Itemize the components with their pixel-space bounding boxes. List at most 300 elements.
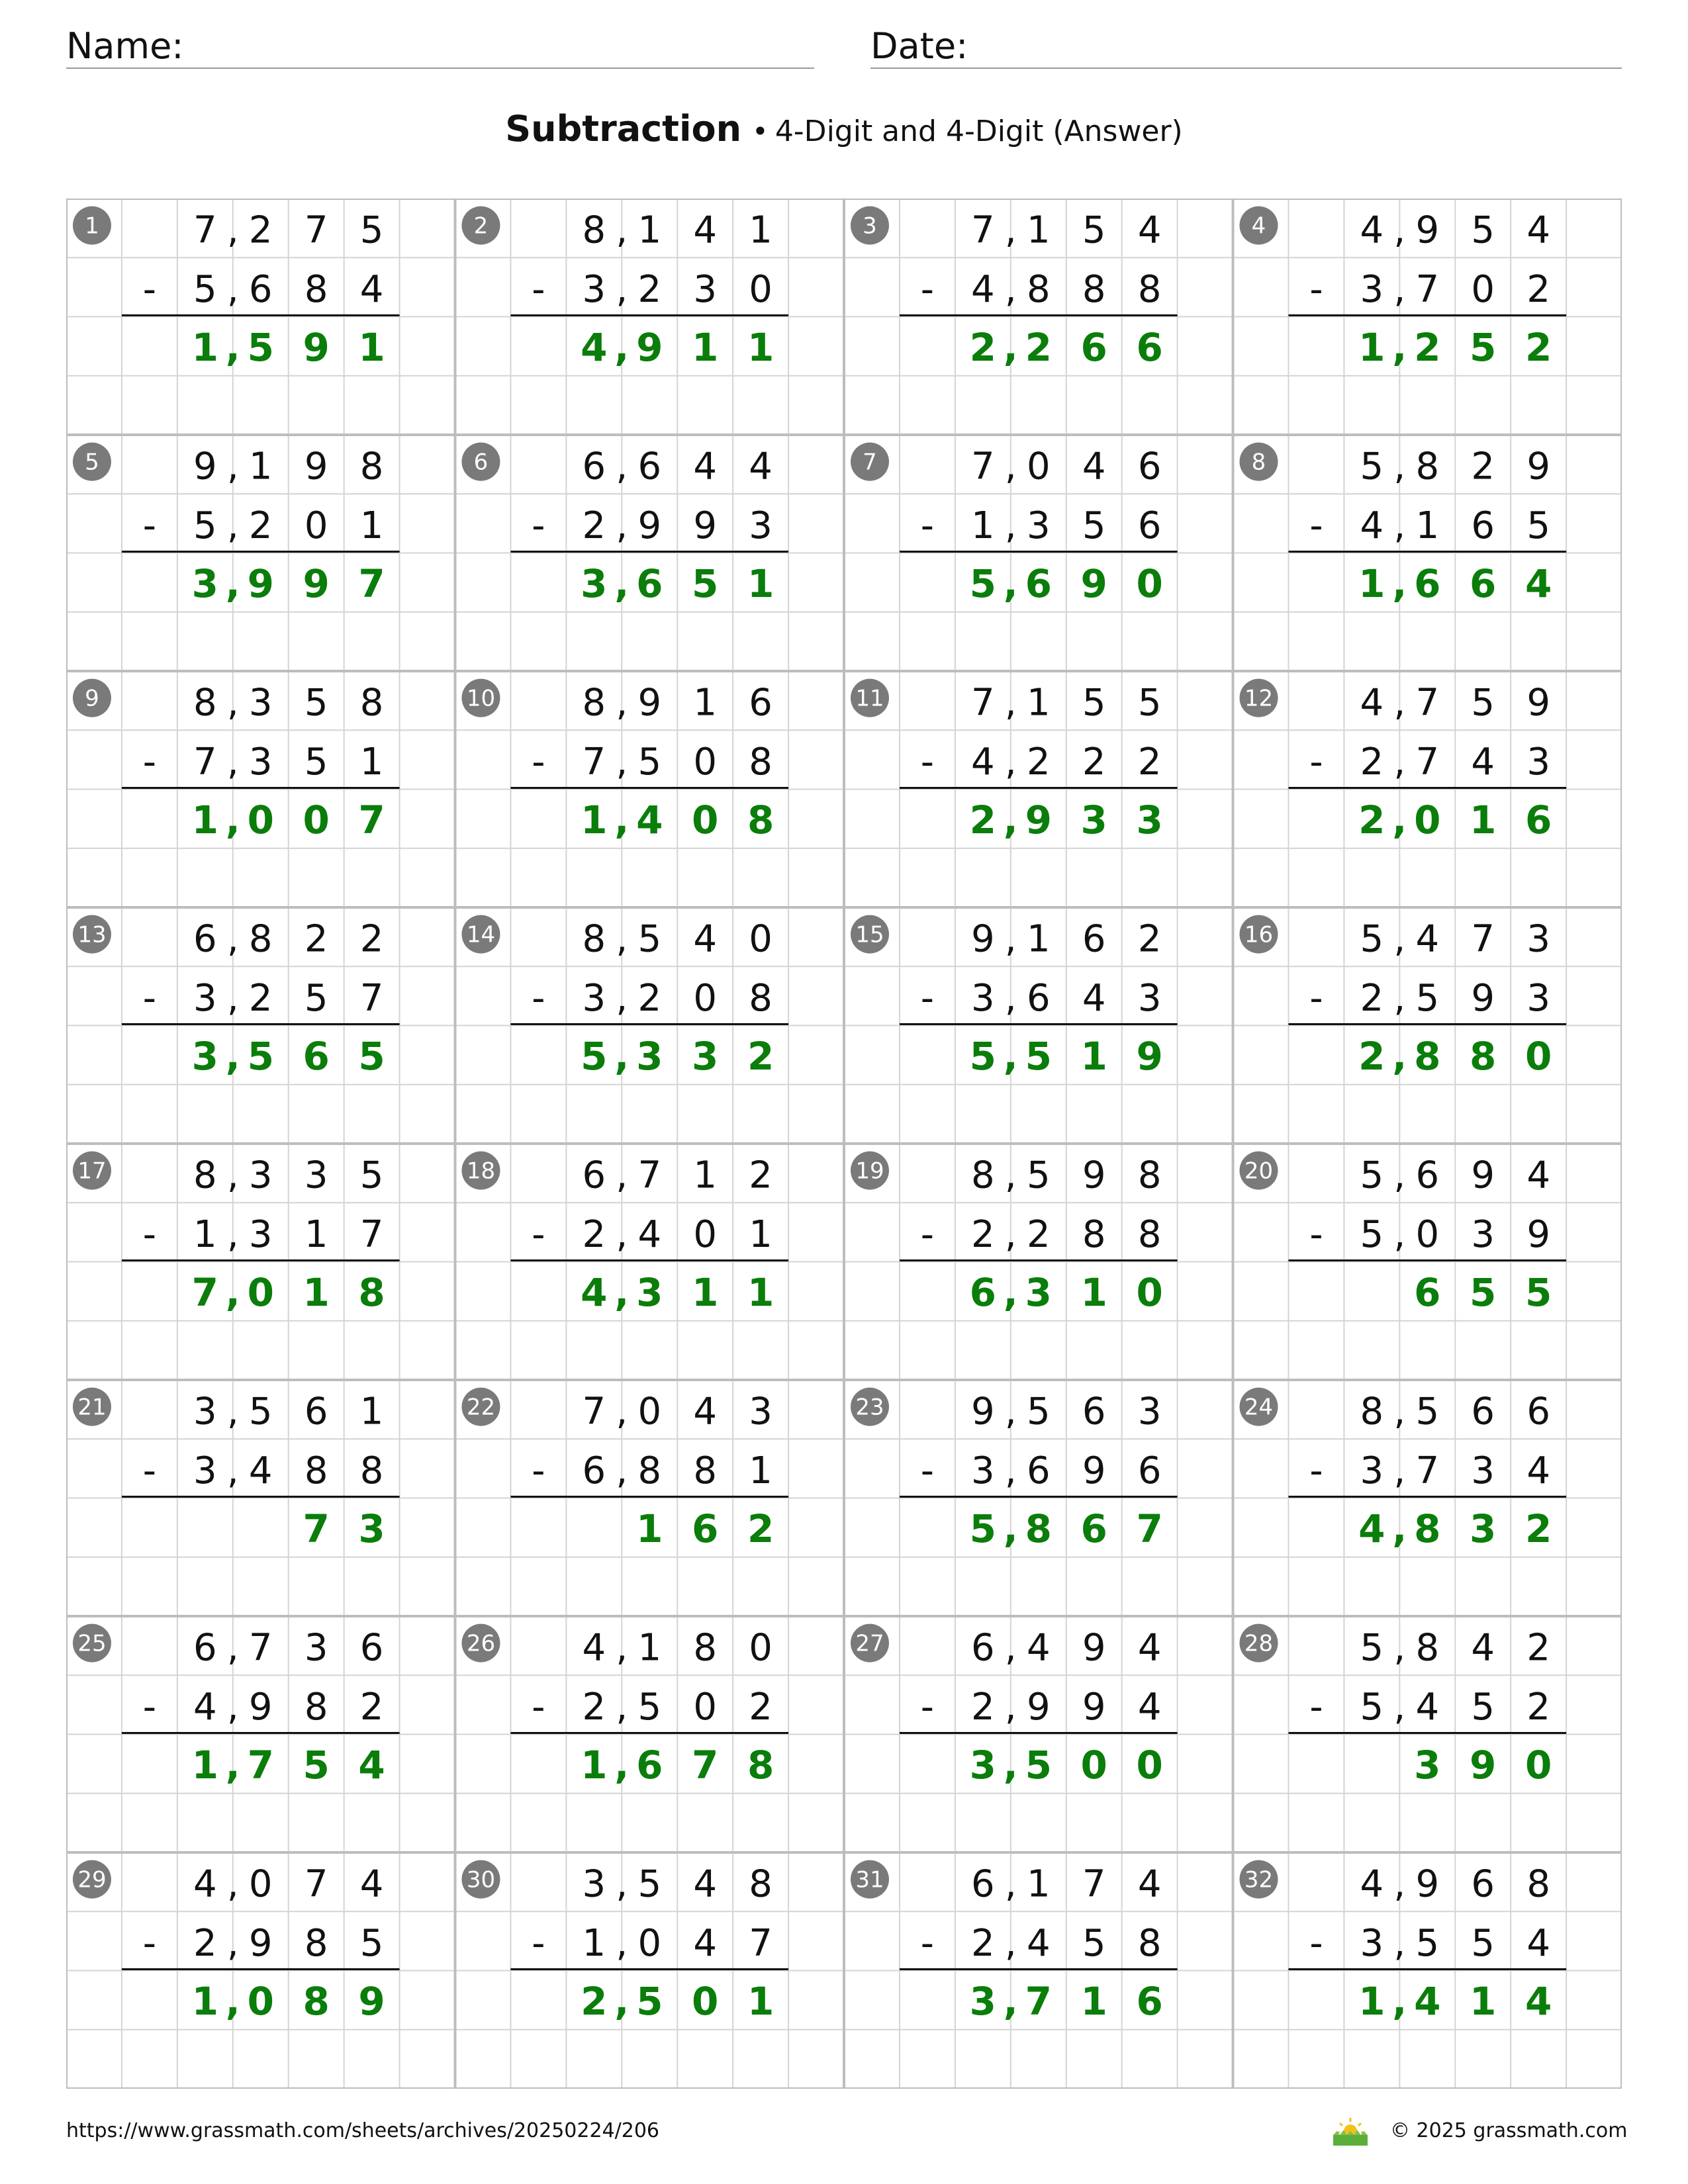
answer-digit: 0	[692, 797, 719, 843]
answer-comma: ,	[1003, 1506, 1018, 1552]
minuend-comma: ,	[226, 1154, 239, 1197]
answer-digit: 8	[1414, 1506, 1441, 1552]
minus-sign: -	[142, 740, 157, 784]
minuend-comma: ,	[1393, 1626, 1406, 1670]
date-field[interactable]	[870, 26, 1622, 69]
date-label: Date:	[870, 25, 968, 67]
minuend-digit: 8	[582, 681, 606, 725]
subtrahend-digit: 3	[1471, 1212, 1495, 1256]
minuend-digit: 3	[582, 1862, 606, 1906]
minuend-digit: 6	[1082, 917, 1106, 961]
answer-digit: 4	[1414, 1979, 1441, 2025]
subtrahend-digit: 1	[1415, 504, 1440, 547]
minuend-digit: 9	[1526, 445, 1550, 488]
problem-number: 5	[85, 449, 99, 476]
answer-digit: 9	[636, 325, 663, 371]
minuend-digit: 3	[1137, 1390, 1162, 1433]
footer-url[interactable]: https://www.grassmath.com/sheets/archives/20250224/206	[66, 2119, 660, 2142]
answer-comma: ,	[1392, 1034, 1407, 1079]
subtrahend-digit: 0	[637, 1921, 662, 1965]
minuend-digit: 2	[359, 917, 384, 961]
subtrahend-digit: 0	[749, 267, 773, 311]
minuend-digit: 5	[1026, 1390, 1051, 1433]
subtrahend-digit: 9	[1082, 1449, 1106, 1492]
answer-digit: 6	[969, 1270, 997, 1316]
name-field[interactable]	[66, 26, 814, 69]
answer-digit: 5	[1524, 1270, 1552, 1316]
answer-digit: 6	[1136, 325, 1163, 371]
problem-number: 12	[1244, 685, 1274, 712]
answer-digit: 0	[247, 1979, 274, 2025]
minus-sign: -	[532, 504, 545, 547]
minuend-digit: 4	[693, 445, 718, 488]
subtrahend-digit: 1	[359, 740, 384, 784]
answer-digit: 9	[303, 325, 330, 371]
subtrahend-digit: 8	[359, 1449, 384, 1492]
minuend-digit: 5	[1360, 445, 1384, 488]
minuend-digit: 4	[1360, 681, 1384, 725]
answer-digit: 2	[1524, 325, 1552, 371]
answer-digit: 9	[1080, 561, 1107, 607]
answer-digit: 3	[969, 1979, 997, 2025]
subtrahend-digit: 4	[1526, 1449, 1550, 1492]
answer-digit: 5	[247, 1034, 274, 1079]
problem-number: 30	[466, 1866, 496, 1893]
minus-sign: -	[920, 1685, 935, 1729]
answer-digit: 1	[581, 1743, 608, 1788]
minus-sign: -	[1309, 1449, 1323, 1492]
minuend-digit: 4	[693, 208, 718, 252]
minuend-digit: 7	[1082, 1862, 1106, 1906]
minuend-comma: ,	[1393, 208, 1406, 252]
subtrahend-digit: 0	[693, 1685, 718, 1729]
answer-digit: 1	[1358, 1979, 1385, 2025]
subtrahend-digit: 7	[359, 976, 384, 1020]
problem-number: 18	[466, 1158, 496, 1185]
minuend-digit: 5	[359, 208, 384, 252]
subtrahend-comma: ,	[226, 1921, 239, 1965]
subtrahend-comma: ,	[1004, 976, 1017, 1020]
minus-sign: -	[920, 1921, 935, 1965]
answer-comma: ,	[1003, 797, 1018, 843]
subtrahend-digit: 4	[1526, 1921, 1550, 1965]
subtrahend-digit: 2	[248, 504, 273, 547]
subtrahend-digit: 6	[248, 267, 273, 311]
subtrahend-digit: 0	[693, 740, 718, 784]
answer-digit: 5	[1470, 1270, 1497, 1316]
minuend-digit: 9	[971, 1390, 995, 1433]
minuend-comma: ,	[616, 208, 628, 252]
minuend-digit: 4	[693, 1862, 718, 1906]
problem-number: 17	[77, 1158, 107, 1185]
minuend-digit: 4	[1471, 1626, 1495, 1670]
answer-digit: 5	[247, 325, 274, 371]
minuend-digit: 2	[749, 1154, 773, 1197]
minus-sign: -	[142, 267, 157, 311]
problem-number: 25	[77, 1630, 107, 1657]
minuend-digit: 8	[749, 1862, 773, 1906]
minuend-digit: 3	[1526, 917, 1550, 961]
minuend-digit: 0	[248, 1862, 273, 1906]
subtrahend-digit: 7	[359, 1212, 384, 1256]
answer-comma: ,	[614, 1034, 630, 1079]
answer-comma: ,	[614, 1743, 630, 1788]
subtrahend-comma: ,	[616, 976, 628, 1020]
minuend-digit: 6	[1526, 1390, 1550, 1433]
answer-digit: 0	[1414, 797, 1441, 843]
subtrahend-digit: 3	[1360, 1449, 1384, 1492]
minuend-digit: 5	[1137, 681, 1162, 725]
minuend-comma: ,	[226, 681, 239, 725]
answer-digit: 4	[1524, 561, 1552, 607]
subtrahend-comma: ,	[1393, 740, 1406, 784]
minuend-digit: 9	[1415, 1862, 1440, 1906]
minuend-digit: 4	[1360, 1862, 1384, 1906]
subtrahend-digit: 5	[1471, 1685, 1495, 1729]
subtrahend-digit: 0	[1415, 1212, 1440, 1256]
minuend-digit: 7	[971, 208, 995, 252]
minuend-digit: 7	[304, 1862, 328, 1906]
subtrahend-digit: 8	[749, 976, 773, 1020]
answer-digit: 8	[1470, 1034, 1497, 1079]
problem-number: 16	[1244, 921, 1274, 948]
subtrahend-digit: 4	[971, 740, 995, 784]
answer-digit: 6	[1080, 1506, 1107, 1552]
minuend-digit: 5	[1360, 917, 1384, 961]
subtrahend-digit: 2	[359, 1685, 384, 1729]
subtrahend-comma: ,	[226, 1212, 239, 1256]
answer-digit: 8	[1025, 1506, 1052, 1552]
minus-sign: -	[532, 1685, 545, 1729]
subtrahend-digit: 0	[304, 504, 328, 547]
answer-digit: 5	[1025, 1034, 1052, 1079]
minuend-digit: 2	[248, 208, 273, 252]
minuend-digit: 8	[582, 208, 606, 252]
minuend-digit: 5	[1471, 208, 1495, 252]
minuend-digit: 8	[1360, 1390, 1384, 1433]
answer-digit: 6	[636, 561, 663, 607]
problem-number: 6	[473, 449, 489, 476]
answer-digit: 2	[1025, 325, 1052, 371]
subtrahend-digit: 8	[304, 1921, 328, 1965]
minuend-comma: ,	[1393, 445, 1406, 488]
title-subtitle: 4-Digit and 4-Digit (Answer)	[774, 114, 1183, 148]
subtrahend-digit: 9	[637, 504, 662, 547]
subtrahend-digit: 2	[193, 1921, 217, 1965]
answer-digit: 2	[747, 1034, 774, 1079]
minuend-digit: 8	[1526, 1862, 1550, 1906]
answer-comma: ,	[1392, 1979, 1407, 2025]
minuend-comma: ,	[226, 1390, 239, 1433]
minuend-comma: ,	[1004, 1390, 1017, 1433]
answer-digit: 1	[747, 561, 774, 607]
minuend-comma: ,	[1393, 917, 1406, 961]
answer-digit: 2	[1358, 1034, 1385, 1079]
minuend-comma: ,	[616, 917, 628, 961]
answer-digit: 0	[1524, 1034, 1552, 1079]
minuend-digit: 5	[1360, 1154, 1384, 1197]
minuend-digit: 6	[359, 1626, 384, 1670]
subtrahend-comma: ,	[1393, 1921, 1406, 1965]
subtrahend-digit: 7	[193, 740, 217, 784]
minuend-digit: 1	[693, 1154, 718, 1197]
minuend-digit: 6	[582, 1154, 606, 1197]
problem-grid	[66, 199, 1622, 2089]
minuend-comma: ,	[1004, 681, 1017, 725]
minuend-digit: 4	[1137, 208, 1162, 252]
minuend-digit: 3	[304, 1154, 328, 1197]
subtrahend-comma: ,	[1393, 267, 1406, 311]
answer-digit: 5	[303, 1743, 330, 1788]
minuend-digit: 1	[637, 1626, 662, 1670]
problem-number: 2	[473, 212, 489, 240]
subtrahend-digit: 3	[1471, 1449, 1495, 1492]
answer-digit: 7	[1025, 1979, 1052, 2025]
subtrahend-digit: 8	[1137, 1212, 1162, 1256]
minuend-digit: 8	[359, 681, 384, 725]
answer-digit: 9	[1136, 1034, 1163, 1079]
minus-sign: -	[532, 1449, 545, 1492]
minuend-digit: 5	[637, 917, 662, 961]
subtrahend-digit: 5	[1360, 1685, 1384, 1729]
answer-digit: 1	[747, 1979, 774, 2025]
subtrahend-digit: 9	[1082, 1685, 1106, 1729]
answer-digit: 7	[358, 797, 385, 843]
minus-sign: -	[142, 1212, 157, 1256]
subtrahend-comma: ,	[616, 1212, 628, 1256]
answer-digit: 9	[1025, 797, 1052, 843]
subtrahend-digit: 7	[1415, 267, 1440, 311]
answer-digit: 6	[1414, 561, 1441, 607]
answer-digit: 0	[1080, 1743, 1107, 1788]
minuend-digit: 1	[359, 1390, 384, 1433]
answer-digit: 0	[1136, 1743, 1163, 1788]
minuend-comma: ,	[1393, 681, 1406, 725]
minuend-digit: 3	[193, 1390, 217, 1433]
subtrahend-digit: 4	[1471, 740, 1495, 784]
subtrahend-digit: 8	[1026, 267, 1051, 311]
subtrahend-comma: ,	[226, 1685, 239, 1729]
minuend-digit: 1	[248, 445, 273, 488]
answer-digit: 4	[1524, 1979, 1552, 2025]
answer-digit: 2	[969, 325, 997, 371]
minuend-digit: 5	[304, 681, 328, 725]
minuend-digit: 3	[248, 1154, 273, 1197]
subtrahend-digit: 7	[1415, 740, 1440, 784]
subtrahend-digit: 2	[1360, 976, 1384, 1020]
answer-digit: 5	[969, 561, 997, 607]
minuend-digit: 4	[693, 1390, 718, 1433]
minuend-digit: 7	[1471, 917, 1495, 961]
answer-digit: 1	[1358, 325, 1385, 371]
answer-comma: ,	[1392, 1506, 1407, 1552]
subtrahend-digit: 4	[971, 267, 995, 311]
subtrahend-digit: 3	[1526, 976, 1550, 1020]
minuend-digit: 1	[637, 208, 662, 252]
minuend-digit: 8	[193, 1154, 217, 1197]
minuend-digit: 7	[582, 1390, 606, 1433]
subtrahend-digit: 8	[693, 1449, 718, 1492]
answer-digit: 3	[636, 1034, 663, 1079]
minuend-comma: ,	[616, 1390, 628, 1433]
graph-paper-lines	[66, 199, 1622, 2089]
minuend-digit: 0	[749, 917, 773, 961]
minuend-digit: 4	[1137, 1626, 1162, 1670]
minuend-digit: 4	[193, 1862, 217, 1906]
minuend-comma: ,	[1004, 1154, 1017, 1197]
minuend-digit: 6	[971, 1862, 995, 1906]
subtrahend-digit: 9	[1026, 1685, 1051, 1729]
subtrahend-digit: 5	[304, 976, 328, 1020]
answer-digit: 2	[1524, 1506, 1552, 1552]
answer-digit: 6	[1025, 561, 1052, 607]
answer-digit: 5	[1470, 325, 1497, 371]
subtrahend-digit: 8	[304, 267, 328, 311]
answer-comma: ,	[1003, 1034, 1018, 1079]
answer-digit: 3	[191, 1034, 219, 1079]
minuend-digit: 7	[193, 208, 217, 252]
answer-digit: 6	[1080, 325, 1107, 371]
answer-comma: ,	[1392, 561, 1407, 607]
subtrahend-digit: 2	[1360, 740, 1384, 784]
subtrahend-digit: 8	[637, 1449, 662, 1492]
subtrahend-digit: 5	[1082, 1921, 1106, 1965]
title-main: Subtraction	[505, 108, 742, 150]
subtrahend-digit: 4	[1082, 976, 1106, 1020]
answer-digit: 5	[969, 1034, 997, 1079]
minuend-comma: ,	[1393, 1862, 1406, 1906]
minuend-comma: ,	[226, 445, 239, 488]
subtrahend-comma: ,	[616, 1449, 628, 1492]
answer-digit: 8	[303, 1979, 330, 2025]
subtrahend-digit: 6	[1026, 1449, 1051, 1492]
minuend-digit: 3	[248, 681, 273, 725]
minuend-digit: 6	[1415, 1154, 1440, 1197]
minuend-digit: 4	[1082, 445, 1106, 488]
title-separator: •	[752, 115, 769, 148]
subtrahend-digit: 2	[582, 1685, 606, 1729]
problem-number: 19	[855, 1158, 884, 1185]
minus-sign: -	[142, 976, 157, 1020]
minuend-digit: 4	[582, 1626, 606, 1670]
minus-sign: -	[1309, 1685, 1323, 1729]
answer-digit: 4	[581, 1270, 608, 1316]
answer-digit: 7	[191, 1270, 219, 1316]
subtrahend-comma: ,	[616, 740, 628, 784]
answer-digit: 1	[1080, 1979, 1107, 2025]
answer-comma: ,	[225, 1743, 240, 1788]
minuend-digit: 8	[971, 1154, 995, 1197]
minuend-digit: 8	[359, 445, 384, 488]
minus-sign: -	[920, 1212, 935, 1256]
minuend-digit: 3	[749, 1390, 773, 1433]
answer-digit: 1	[692, 325, 719, 371]
minus-sign: -	[532, 976, 545, 1020]
answer-comma: ,	[614, 797, 630, 843]
answer-digit: 2	[747, 1506, 774, 1552]
answer-digit: 2	[581, 1979, 608, 2025]
minuend-comma: ,	[1004, 1862, 1017, 1906]
minuend-digit: 7	[304, 208, 328, 252]
subtrahend-digit: 8	[304, 1685, 328, 1729]
subtrahend-digit: 9	[1526, 1212, 1550, 1256]
answer-digit: 1	[191, 325, 219, 371]
worksheet-title	[0, 106, 1688, 161]
problem-number: 9	[85, 685, 99, 712]
minuend-digit: 9	[1415, 208, 1440, 252]
minus-sign: -	[532, 1921, 545, 1965]
minuend-digit: 1	[749, 208, 773, 252]
minuend-digit: 4	[1526, 1154, 1550, 1197]
minuend-digit: 6	[582, 445, 606, 488]
minuend-digit: 4	[1415, 917, 1440, 961]
subtrahend-digit: 2	[582, 1212, 606, 1256]
minuend-digit: 7	[1415, 681, 1440, 725]
minuend-digit: 9	[304, 445, 328, 488]
answer-digit: 3	[1080, 797, 1107, 843]
subtrahend-digit: 1	[359, 504, 384, 547]
minuend-digit: 5	[1082, 681, 1106, 725]
answer-comma: ,	[614, 561, 630, 607]
subtrahend-comma: ,	[226, 267, 239, 311]
minuend-digit: 6	[637, 445, 662, 488]
minuend-digit: 5	[248, 1390, 273, 1433]
subtrahend-digit: 6	[1137, 1449, 1162, 1492]
answer-digit: 5	[636, 1979, 663, 2025]
answer-comma: ,	[1003, 561, 1018, 607]
subtrahend-digit: 3	[248, 740, 273, 784]
subtrahend-digit: 2	[1082, 740, 1106, 784]
answer-digit: 7	[1136, 1506, 1163, 1552]
minuend-digit: 0	[749, 1626, 773, 1670]
subtrahend-comma: ,	[1393, 1449, 1406, 1492]
answer-comma: ,	[1003, 325, 1018, 371]
subtrahend-digit: 1	[749, 1449, 773, 1492]
subtrahend-digit: 2	[637, 267, 662, 311]
minuend-digit: 5	[637, 1862, 662, 1906]
answer-digit: 3	[1414, 1743, 1441, 1788]
subtrahend-comma: ,	[616, 504, 628, 547]
problem-number: 15	[855, 921, 884, 948]
answer-comma: ,	[225, 1979, 240, 2025]
answer-digit: 1	[191, 797, 219, 843]
subtrahend-digit: 4	[637, 1212, 662, 1256]
subtrahend-digit: 4	[1360, 504, 1384, 547]
minuend-digit: 6	[193, 1626, 217, 1670]
subtrahend-digit: 8	[1082, 267, 1106, 311]
answer-digit: 1	[747, 1270, 774, 1316]
minus-sign: -	[142, 1921, 157, 1965]
subtrahend-digit: 5	[193, 504, 217, 547]
subtrahend-digit: 1	[749, 1212, 773, 1256]
subtrahend-digit: 2	[971, 1685, 995, 1729]
subtrahend-digit: 0	[693, 1212, 718, 1256]
answer-digit: 4	[358, 1743, 385, 1788]
minus-sign: -	[1309, 1212, 1323, 1256]
minuend-digit: 1	[693, 681, 718, 725]
subtrahend-digit: 7	[749, 1921, 773, 1965]
minus-sign: -	[142, 504, 157, 547]
answer-digit: 8	[747, 1743, 774, 1788]
answer-digit: 8	[747, 797, 774, 843]
minus-sign: -	[1309, 740, 1323, 784]
minuend-digit: 4	[1526, 208, 1550, 252]
answer-comma: ,	[225, 1270, 240, 1316]
minuend-digit: 4	[1026, 1626, 1051, 1670]
answer-digit: 0	[303, 797, 330, 843]
answer-digit: 1	[747, 325, 774, 371]
answer-digit: 9	[247, 561, 274, 607]
